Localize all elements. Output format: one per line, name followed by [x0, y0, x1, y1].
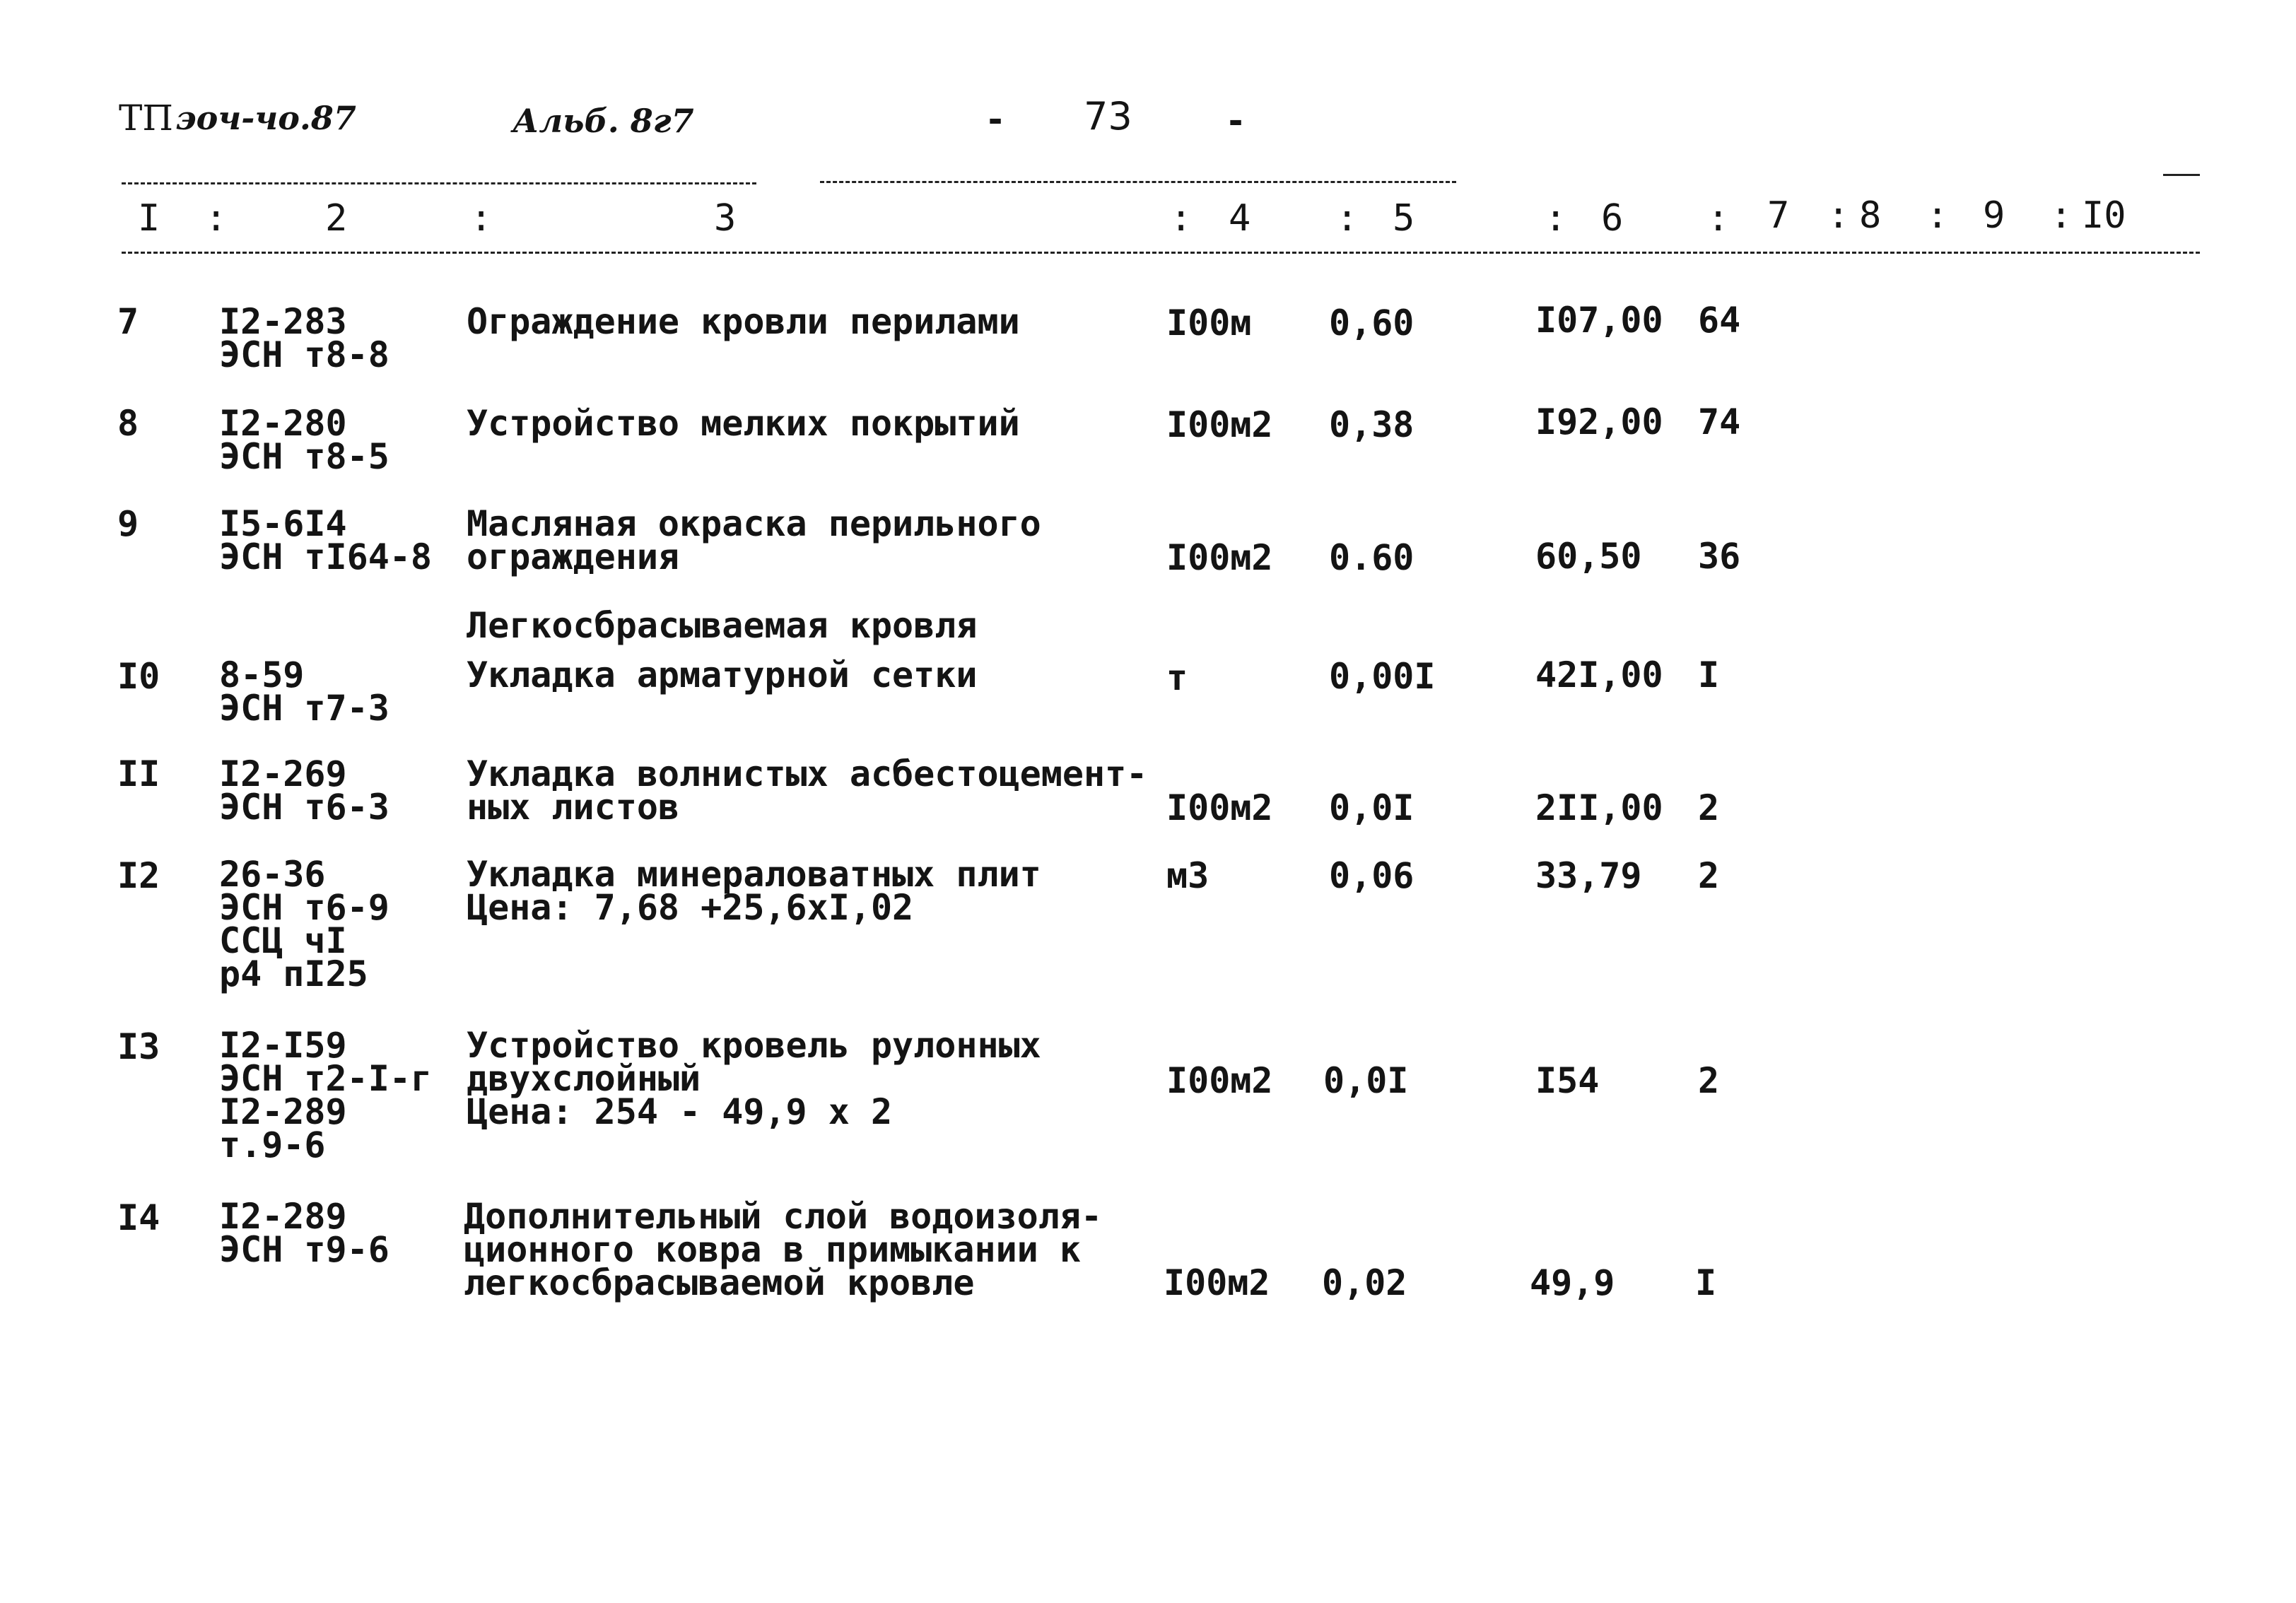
- row-total: 74: [1698, 401, 1741, 442]
- row-unit: I00м2: [1166, 787, 1273, 828]
- row-price: 49,9: [1530, 1262, 1615, 1303]
- row-number: I2: [117, 855, 160, 896]
- row-unit: м3: [1166, 855, 1210, 896]
- row-total: 2: [1698, 855, 1720, 896]
- row-quantity: 0,06: [1329, 855, 1414, 896]
- row-code: I2-289 ЭСН т9-6: [219, 1196, 390, 1270]
- row-code: I2-269 ЭСН т6-3: [219, 753, 390, 828]
- col-sep-3: :: [1170, 197, 1193, 240]
- row-unit: I00м2: [1166, 404, 1273, 445]
- header-bottom-rule: [122, 252, 2200, 254]
- col-header-2: 2: [325, 197, 348, 240]
- row-number: II: [117, 753, 160, 794]
- row-price: 60,50: [1535, 536, 1642, 577]
- row-description: Устройство кровель рулонных двухслойный Цена: 254 - 49,9 х 2: [467, 1025, 1041, 1132]
- col-header-5: 5: [1393, 197, 1415, 240]
- row-quantity: 0,38: [1329, 404, 1414, 445]
- col-header-1: I: [138, 197, 160, 240]
- row-code: I2-I59 ЭСН т2-I-г I2-289 т.9-6: [219, 1025, 433, 1165]
- page-dash-left: -: [985, 99, 1007, 140]
- row-description: Ограждение кровли перилами: [467, 301, 1020, 342]
- row-number: I4: [117, 1197, 160, 1238]
- row-quantity: 0,0I: [1323, 1060, 1409, 1101]
- col-header-9: 9: [1983, 194, 2005, 237]
- row-unit: I00м2: [1166, 1060, 1273, 1101]
- row-total: 2: [1698, 1060, 1720, 1101]
- row-quantity: 0,02: [1322, 1262, 1407, 1303]
- row-total: 2: [1698, 787, 1720, 828]
- row-description: Укладка арматурной сетки: [467, 654, 978, 695]
- top-rule-right: [820, 181, 1456, 183]
- row-code: I2-283 ЭСН т8-8: [219, 301, 390, 375]
- row-number: I0: [117, 656, 160, 697]
- row-number: 9: [117, 503, 139, 544]
- top-rule-edge: [2163, 174, 2200, 176]
- row-price: I92,00: [1535, 401, 1663, 442]
- row-unit: I00м2: [1166, 537, 1273, 578]
- page-dash-right: -: [1225, 100, 1247, 141]
- row-total: 64: [1698, 300, 1741, 341]
- top-rule-left: [122, 182, 756, 184]
- row-total: I: [1695, 1262, 1717, 1303]
- row-price: 33,79: [1535, 855, 1642, 896]
- row-description: Укладка минераловатных плит Цена: 7,68 +25,6хI,02: [467, 854, 1041, 928]
- row-price: I54: [1535, 1060, 1600, 1101]
- row-quantity: 0.60: [1329, 537, 1414, 578]
- album-number: Альб. 8г7: [512, 102, 694, 140]
- col-header-6: 6: [1601, 197, 1624, 240]
- row-number: 7: [117, 301, 139, 342]
- row-code: 26-36 ЭСН т6-9 ССЦ чI р4 пI25: [219, 854, 390, 994]
- row-description: Дополнительный слой водоизоля- ционного ковра в примыкании к легкосбрасываемой кровле: [464, 1196, 1103, 1303]
- row-total: I: [1698, 654, 1720, 695]
- row-number: I3: [117, 1026, 160, 1067]
- col-header-4: 4: [1229, 197, 1251, 240]
- col-sep-9: :: [2050, 194, 2073, 237]
- row-price: I07,00: [1535, 300, 1663, 341]
- row-code: 8-59 ЭСН т7-3: [219, 654, 390, 729]
- row-code: I2-280 ЭСН т8-5: [219, 403, 390, 477]
- col-sep-5: :: [1545, 197, 1567, 240]
- col-header-8: 8: [1859, 194, 1882, 237]
- row-price: 42I,00: [1535, 654, 1663, 695]
- col-sep-7: :: [1827, 194, 1850, 237]
- col-sep-6: :: [1707, 197, 1730, 240]
- col-sep-4: :: [1336, 197, 1359, 240]
- row-unit: I00м2: [1164, 1262, 1270, 1303]
- row-quantity: 0,0I: [1329, 787, 1414, 828]
- row-description: Устройство мелких покрытий: [467, 403, 1020, 444]
- col-header-3: 3: [714, 197, 737, 240]
- row-total: 36: [1698, 536, 1741, 577]
- col-sep-2: :: [470, 197, 493, 240]
- page-number: 73: [1084, 94, 1132, 139]
- row-number: 8: [117, 403, 139, 444]
- doc-code: ТП: [119, 98, 173, 139]
- col-sep-1: :: [205, 197, 228, 240]
- col-sep-8: :: [1926, 194, 1949, 237]
- row-unit: т: [1166, 657, 1188, 698]
- row-description: Масляная окраска перильного ограждения: [467, 503, 1041, 577]
- row-quantity: 0,60: [1329, 303, 1414, 344]
- col-header-10: I0: [2082, 194, 2126, 237]
- row-unit: I00м: [1166, 303, 1252, 344]
- section-heading: Легкосбрасываемая кровля: [467, 605, 978, 646]
- row-quantity: 0,00I: [1329, 656, 1436, 697]
- row-code: I5-6I4 ЭСН тI64-8: [219, 503, 433, 577]
- col-header-7: 7: [1767, 194, 1790, 237]
- doc-code-handwritten: эоч-чо.87: [175, 99, 356, 137]
- row-description: Укладка волнистых асбестоцемент- ных листов: [467, 753, 1148, 828]
- row-price: 2II,00: [1535, 787, 1663, 828]
